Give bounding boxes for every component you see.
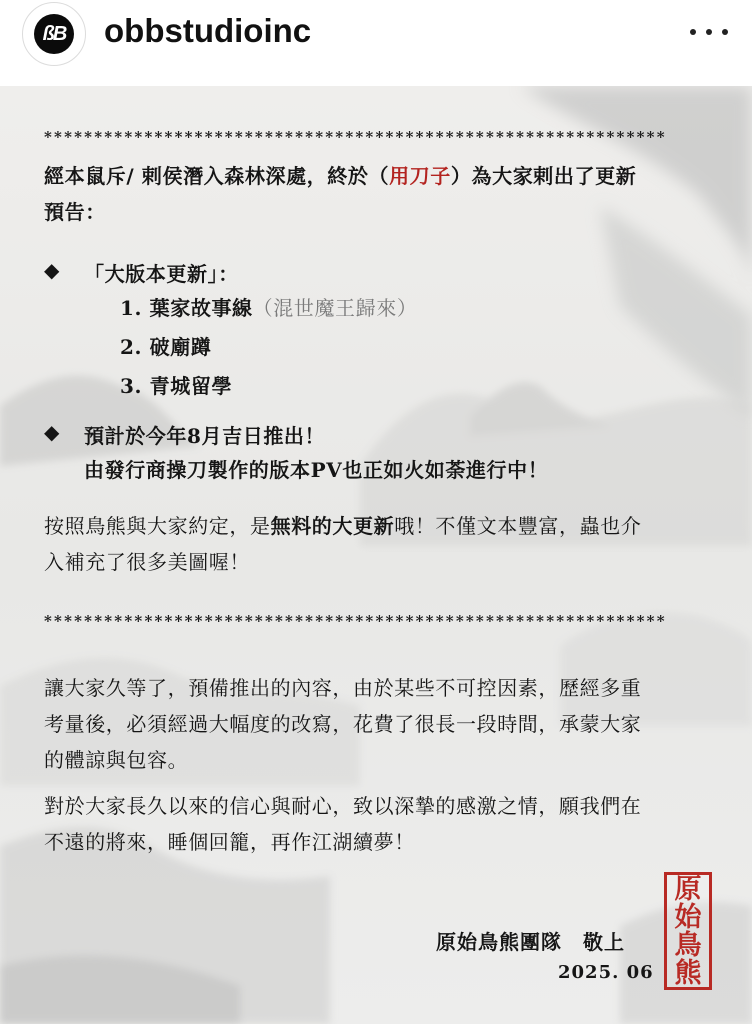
intro-paragraph (44, 158, 712, 230)
item-note: （混世魔王歸來） (252, 296, 418, 320)
post-header (0, 0, 752, 86)
seal-char: 熊 (674, 957, 702, 989)
seal-char: 鳥 (674, 929, 702, 961)
intro-text-2: ）為大家剌出了更新 (450, 164, 637, 188)
promise-text-3: 入補充了很多美圖喔！ (44, 550, 250, 574)
apology-line-3: 的體諒與包容。 (44, 748, 189, 772)
list-item (120, 292, 417, 321)
dot (690, 29, 696, 35)
promise-highlight: 無料的大更新 (270, 514, 395, 538)
intro-text-3: 預告： (44, 200, 106, 224)
release-line-1: 預計於今年8月吉日推出！ (84, 424, 326, 448)
post-text (0, 86, 752, 1024)
dot (722, 29, 728, 35)
section-title: 「大版本更新」： (84, 262, 239, 286)
obb-logo-icon: ßB (34, 14, 74, 54)
thanks-line-1: 對於大家長久以來的信心與耐心，致以深摯的感激之情，願我們在 (44, 794, 642, 818)
list-item (120, 370, 232, 399)
item-label: 3. 青城留學 (120, 374, 233, 398)
promise-text-1: 按照鳥熊與大家約定，是 (44, 514, 271, 538)
apology-paragraph (44, 670, 712, 778)
more-options-icon[interactable] (690, 16, 728, 48)
dot (706, 29, 712, 35)
divider-stars-top: ************************************************************** (44, 128, 667, 146)
intro-text-1: 經本鼠斥/ 剌侯潛入森林深處，終於（ (44, 164, 390, 188)
promise-text-2: 哦！不僅文本豐富，蟲也介 (394, 514, 642, 538)
signature: 原始鳥熊團隊 敬上 (436, 930, 625, 954)
avatar[interactable] (22, 2, 86, 66)
apology-line-2: 考量後，必須經過大幅度的改寫，花費了很長一段時間，承蒙大家 (44, 712, 642, 736)
item-label: 2. 破廟蹲 (120, 335, 212, 359)
post-image (0, 86, 752, 1024)
red-seal-stamp (664, 872, 712, 990)
date: 2025. 06 (558, 962, 654, 983)
thanks-paragraph (44, 788, 712, 860)
seal-char: 原 (674, 873, 702, 905)
bullet-icon: ◆ (44, 420, 60, 444)
username[interactable]: obbstudioinc (104, 12, 312, 49)
promise-paragraph (44, 508, 712, 580)
release-line-2: 由發行商操刀製作的版本PV也正如火如荼進行中！ (84, 458, 549, 482)
intro-highlight: 用刀子 (389, 164, 451, 188)
list-item (120, 331, 211, 360)
bullet-icon: ◆ (44, 258, 60, 282)
thanks-line-2: 不遠的將來，睡個回籠，再作江湖續夢！ (44, 830, 415, 854)
seal-char: 始 (674, 901, 702, 933)
item-label: 1. 葉家故事線 (120, 296, 253, 320)
apology-line-1: 讓大家久等了，預備推出的內容，由於某些不可控因素，歷經多重 (44, 676, 642, 700)
divider-stars-bottom: ************************************************************** (44, 612, 667, 630)
